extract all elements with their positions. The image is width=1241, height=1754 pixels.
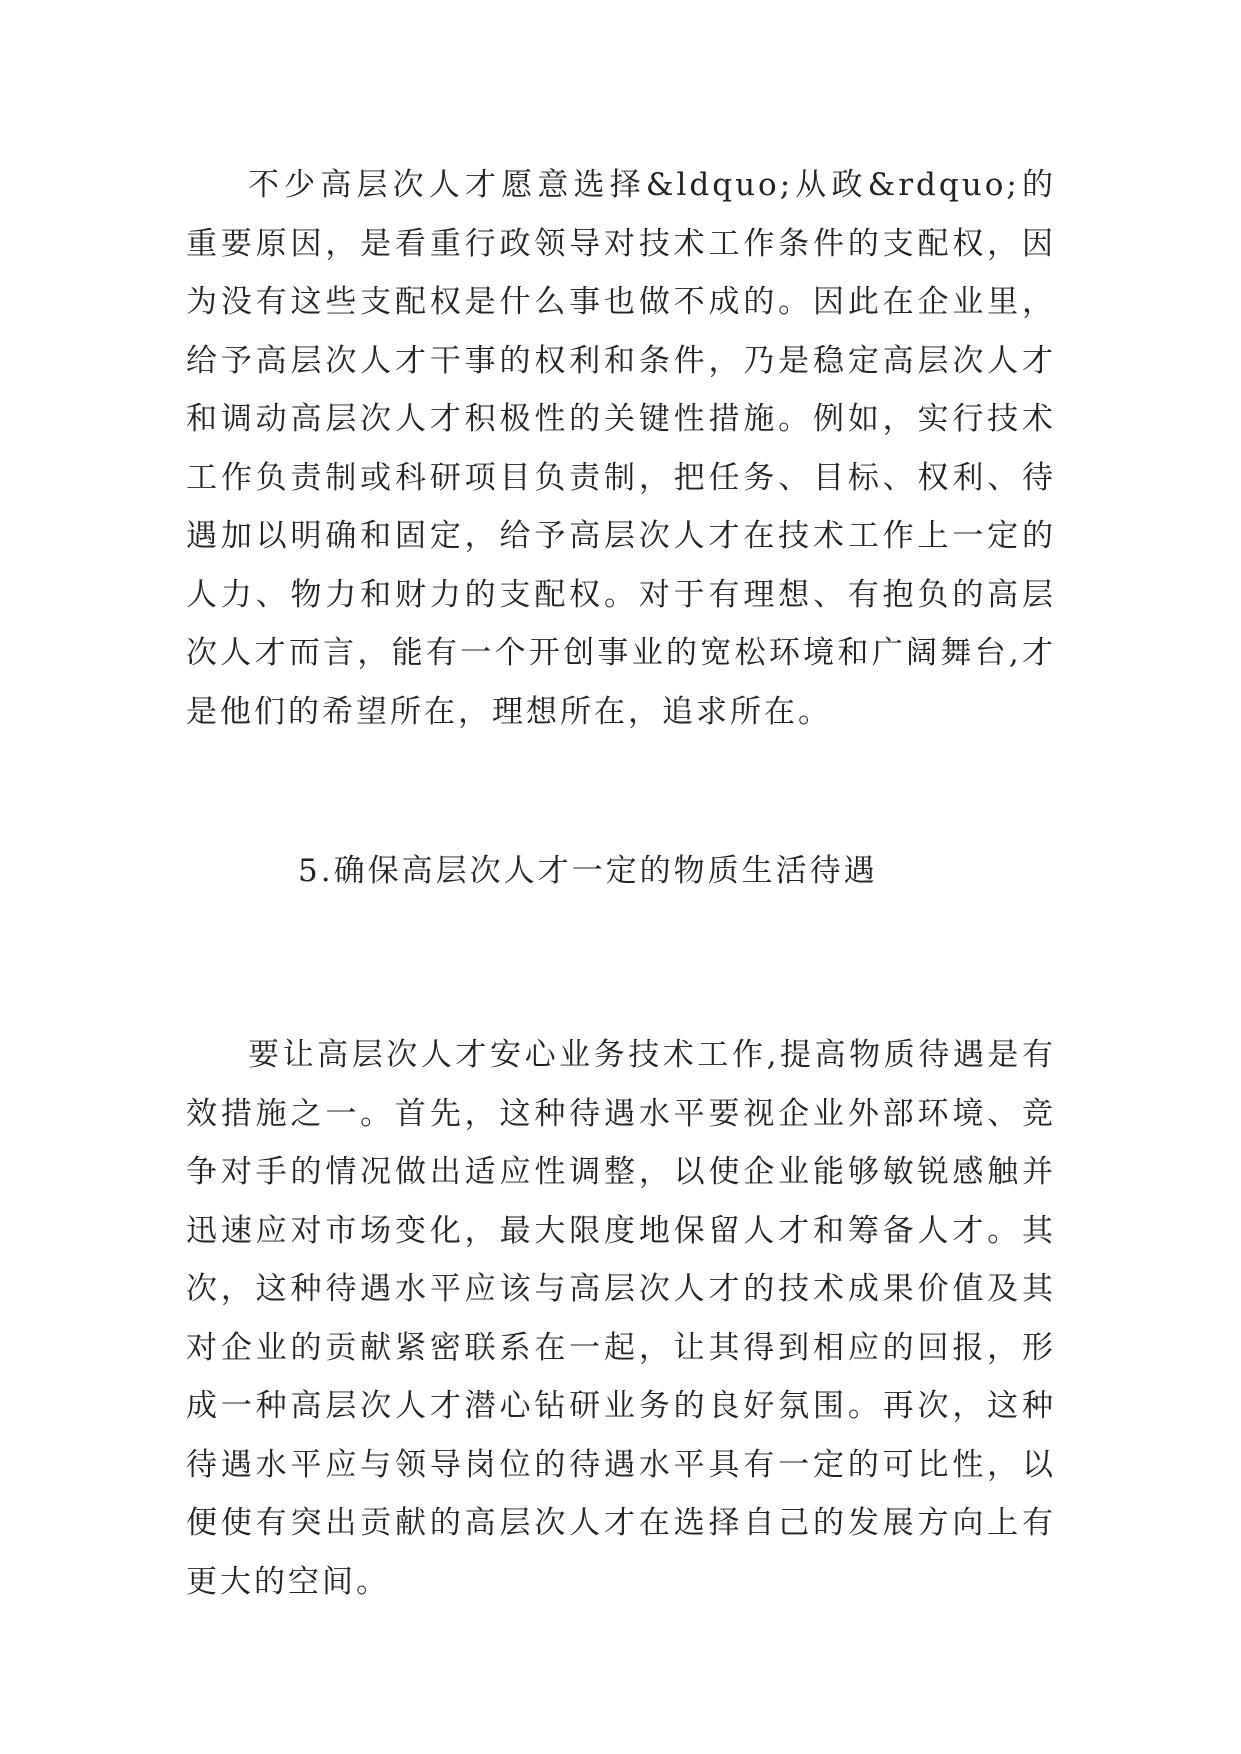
body-paragraph-2: 要让高层次人才安心业务技术工作,提高物质待遇是有效措施之一。首先，这种待遇水平要视企业外部环境、竞争对手的情况做出适应性调整，以使企业能够敏锐感触并迅速应对市场变化，最大限度地保留人才和筹备人才。其次，这种待遇水平应该与高层次人才的技术成果价值及其对企业的贡献紧密联系在一起，让其得到相应的回报，形成一种高层次人才潜心钻研业务的良好氛围。再次，这种待遇水平应与领导岗位的待遇水平具有一定的可比性，以便使有突出贡献的高层次人才在选择自己的发展方向上有更大的空间。 [186, 1037, 1056, 1600]
body-paragraph-1: 不少高层次人才愿意选择&ldquo;从政&rdquo;的重要原因，是看重行政领导对技术工作条件的支配权，因为没有这些支配权是什么事也做不成的。因此在企业里，给予高层次人才干事的权利和条件，乃是稳定高层次人才和调动高层次人才积极性的关键性措施。例如，实行技术工作负责制或科研项目负责制，把任务、目标、权利、待遇加以明确和固定，给予高层次人才在技术工作上一定的人力、物力和财力的支配权。对于有理想、有抱负的高层次人才而言，能有一个开创事业的宽松环境和广阔舞台,才是他们的希望所在，理想所在，追求所在。 [186, 167, 1056, 730]
section-heading: 5.确保高层次人才一定的物质生活待遇 [298, 853, 878, 889]
